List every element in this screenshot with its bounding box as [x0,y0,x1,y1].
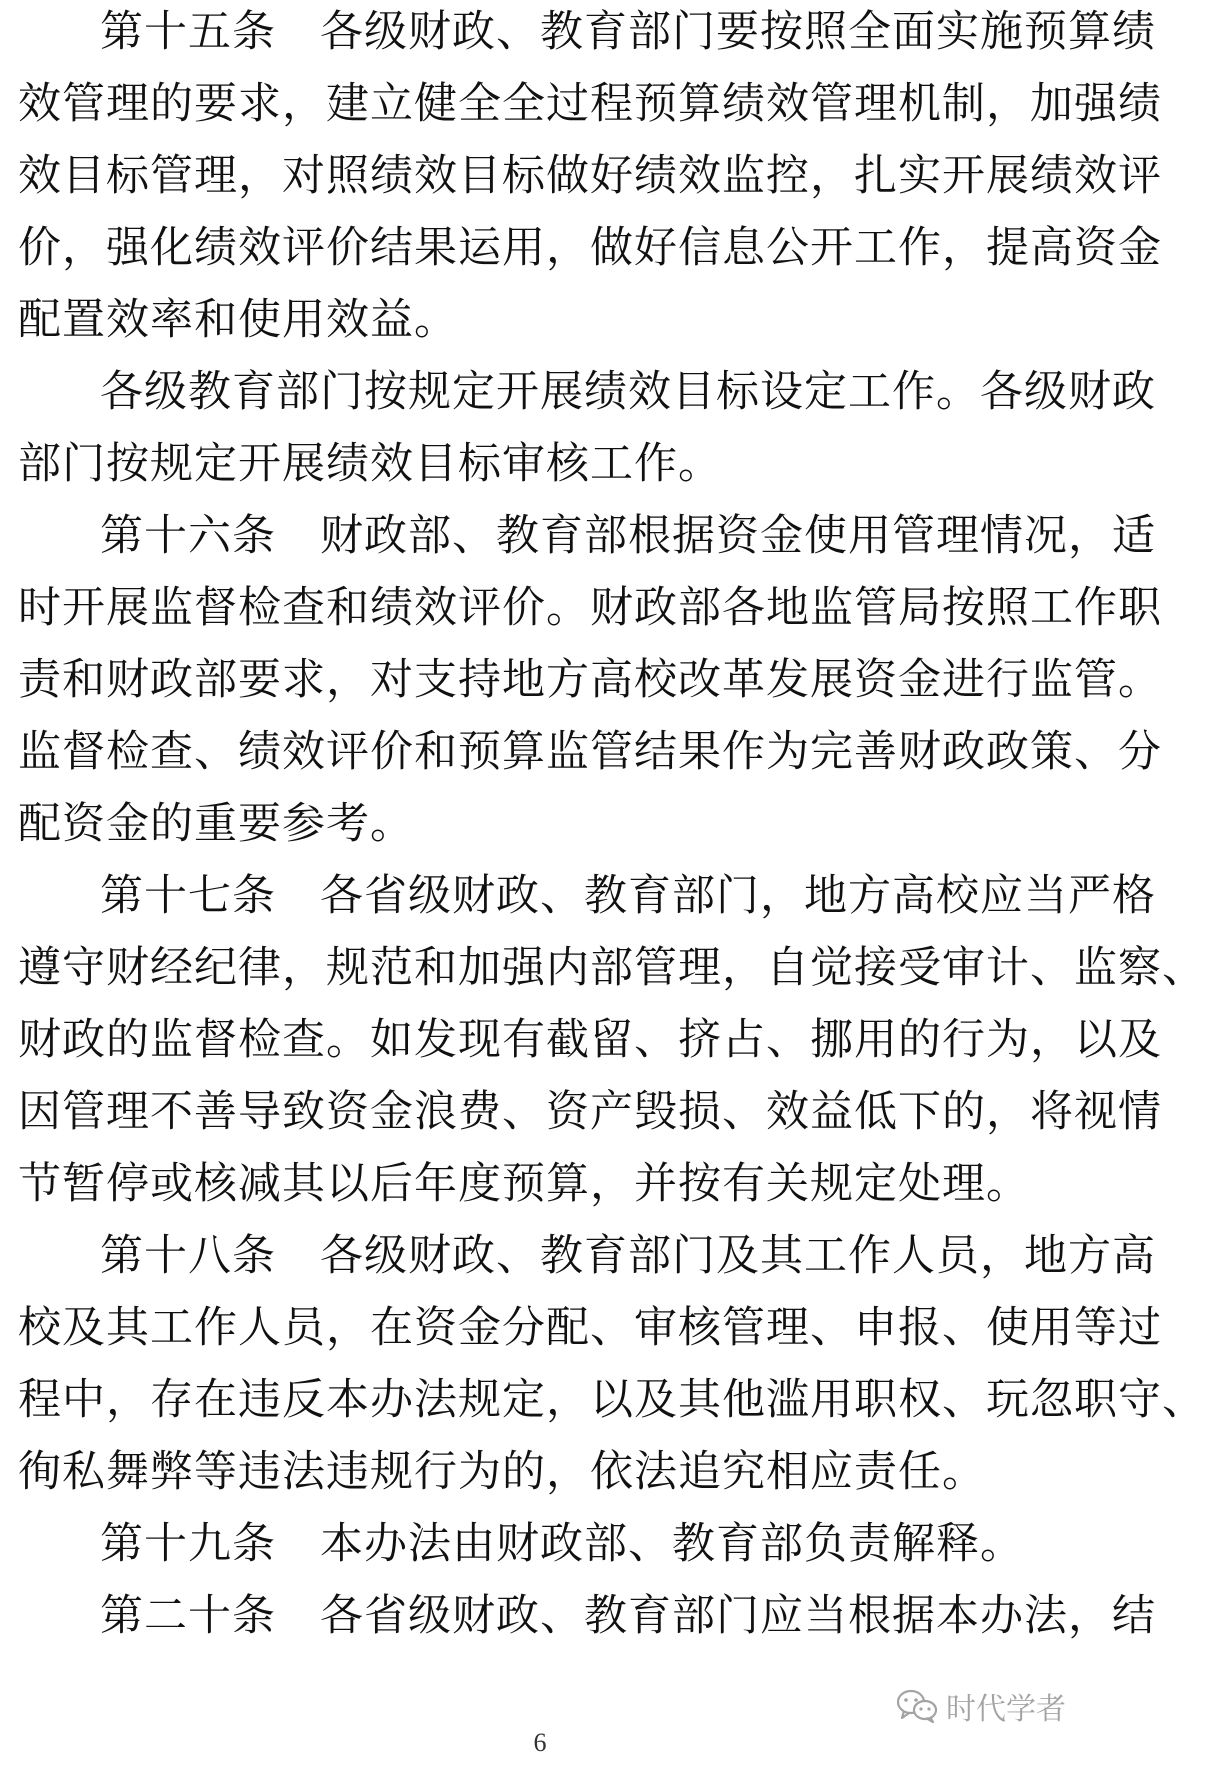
text-line: 财政的监督检查。如发现有截留、挤占、挪用的行为，以及 [18,1015,1162,1065]
text-line: 效目标管理，对照绩效目标做好绩效监控，扎实开展绩效评 [18,151,1162,201]
text-line: 遵守财经纪律，规范和加强内部管理，自觉接受审计、监察、 [18,943,1206,993]
text-line: 配资金的重要参考。 [18,799,414,849]
text-line: 责和财政部要求，对支持地方高校改革发展资金进行监管。 [18,655,1162,705]
text-line: 节暂停或核减其以后年度预算，并按有关规定处理。 [18,1159,1030,1209]
text-line: 价，强化绩效评价结果运用，做好信息公开工作，提高资金 [18,223,1162,273]
text-line: 配置效率和使用效益。 [18,295,458,345]
text-line: 时开展监督检查和绩效评价。财政部各地监管局按照工作职 [18,583,1162,633]
text-line: 第十八条 各级财政、教育部门及其工作人员，地方高 [100,1231,1156,1281]
text-line: 第二十条 各省级财政、教育部门应当根据本办法，结 [100,1591,1156,1641]
text-line: 程中，存在违反本办法规定，以及其他滥用职权、玩忽职守、 [18,1375,1206,1425]
wechat-icon [896,1688,938,1724]
text-line: 第十六条 财政部、教育部根据资金使用管理情况，适 [100,511,1156,561]
text-line: 徇私舞弊等违法违规行为的，依法追究相应责任。 [18,1447,986,1497]
page-number: 6 [533,1728,547,1757]
watermark-text: 时代学者 [946,1692,1066,1727]
text-line: 效管理的要求，建立健全全过程预算绩效管理机制，加强绩 [18,79,1162,129]
text-line: 部门按规定开展绩效目标审核工作。 [18,439,722,489]
text-line: 第十五条 各级财政、教育部门要按照全面实施预算绩 [100,7,1156,57]
text-line: 第十九条 本办法由财政部、教育部负责解释。 [100,1519,1024,1569]
text-line: 因管理不善导致资金浪费、资产毁损、效益低下的，将视情 [18,1087,1162,1137]
text-line: 第十七条 各省级财政、教育部门，地方高校应当严格 [100,871,1156,921]
text-line: 监督检查、绩效评价和预算监管结果作为完善财政政策、分 [18,727,1162,777]
watermark [896,1684,1066,1728]
text-line: 校及其工作人员，在资金分配、审核管理、申报、使用等过 [18,1303,1162,1353]
text-line: 各级教育部门按规定开展绩效目标设定工作。各级财政 [100,367,1156,417]
